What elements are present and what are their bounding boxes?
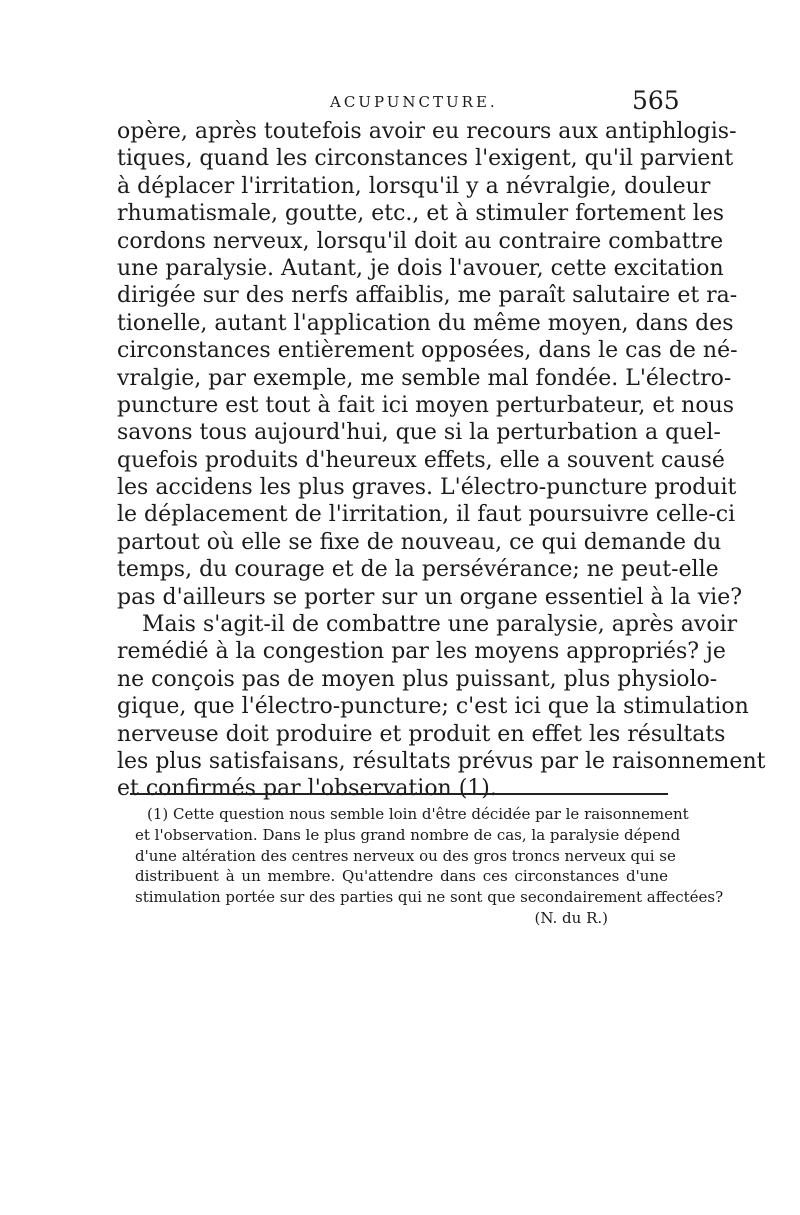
text-line: et confirmés par l'observation (1). [117,776,497,802]
text-line: nerveuse doit produire et produit en effet les résultats [117,721,726,747]
text-line: une paralysie. Autant, je dois l'avouer, cette excitation [117,255,724,281]
running-head: ACUPUNCTURE. [330,93,498,111]
text-line: savons tous aujourd'hui, que si la perturbation a quel- [117,420,721,446]
text-line: pas d'ailleurs se porter sur un organe essentiel à la vie? [117,584,743,610]
text-line: dirigée sur des nerfs affaiblis, me paraît salutaire et ra- [117,283,738,309]
footnote-line: (1) Cette question nous semble loin d'être décidée par le raisonnement [147,805,689,823]
footnote-line: et l'observation. Dans le plus grand nombre de cas, la paralysie dépend [135,825,681,844]
text-line: les accidens les plus graves. L'électro-puncture produit [117,475,737,501]
footnote-line: stimulation portée sur des parties qui ne sont que secondairement affectées? [135,888,724,907]
footnote-rule [130,793,668,795]
text-line: les plus satisfaisans, résultats prévus par le raisonnement [117,748,766,774]
main-text [117,118,766,803]
text-line: gique, que l'électro-puncture; c'est ici que la stimulation [117,694,749,720]
text-line: remédié à la congestion par les moyens appropriés? je [117,639,726,665]
text-line: cordons nerveux, lorsqu'il doit au contraire combattre [117,228,724,254]
footnote-line: d'une altération des centres nerveux ou des gros troncs nerveux qui se [135,846,676,865]
text-line: Mais s'agit-il de combattre une paralysie, après avoir [142,612,738,638]
text-line: à déplacer l'irritation, lorsqu'il y a névralgie, douleur [117,173,711,199]
text-line: temps, du courage et de la persévérance; ne peut-elle [117,557,719,583]
page-number: 565 [632,86,680,115]
footnote [135,804,724,929]
text-line: vralgie, par exemple, me semble mal fondée. L'électro- [117,365,732,391]
text-line: puncture est tout à fait ici moyen perturbateur, et nous [117,392,735,418]
text-line: quefois produits d'heureux effets, elle a souvent causé [117,447,725,473]
text-line: circonstances entièrement opposées, dans le cas de né- [117,338,738,364]
text-line: partout où elle se fixe de nouveau, ce qui demande du [117,529,722,555]
text-line: tiques, quand les circonstances l'exigent, qu'il parvient [117,146,734,172]
text-line: ne conçois pas de moyen plus puissant, plus physiolo- [117,666,718,692]
text-line: le déplacement de l'irritation, il faut poursuivre celle-ci [117,502,736,528]
footnote-line: distribuent à un membre. Qu'attendre dans ces circonstances d'une [135,867,668,886]
footnote-signature: (N. du R.) [534,908,608,927]
text-line: rhumatismale, goutte, etc., et à stimuler fortement les [117,201,725,227]
text-line: tionelle, autant l'application du même moyen, dans des [117,310,734,336]
text-line: opère, après toutefois avoir eu recours aux antiphlogis- [117,119,737,144]
